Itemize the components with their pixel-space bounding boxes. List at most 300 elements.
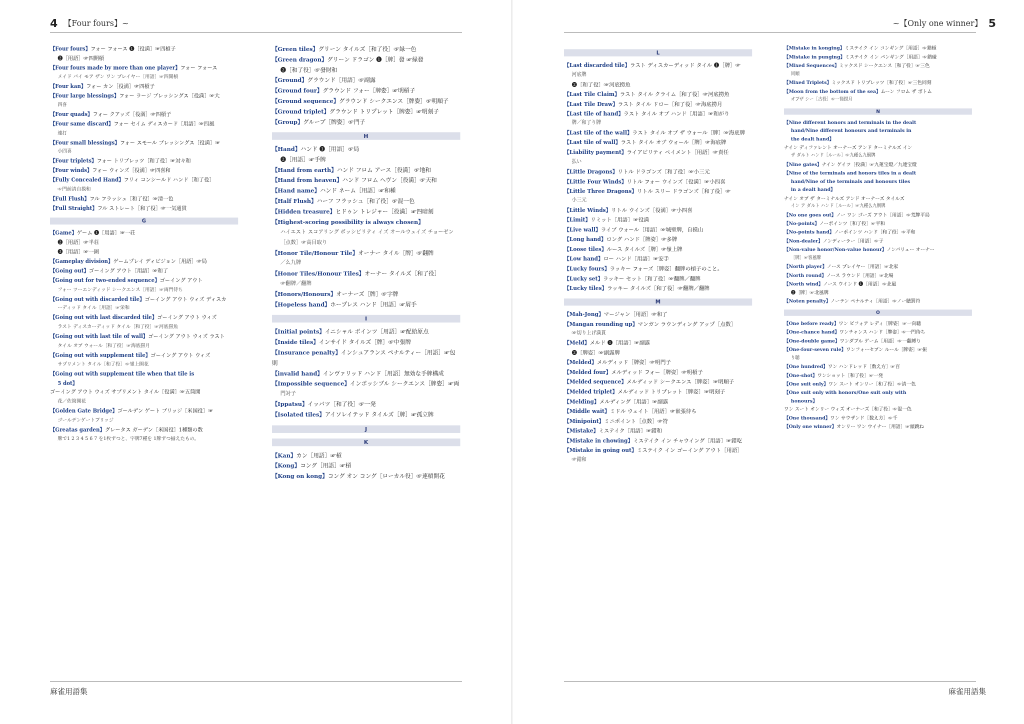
entry-continuation: 河底牌 [571, 71, 587, 77]
entry-term: 【Four quads】 [50, 110, 93, 118]
entry-term: 【Hidden treasure】 [272, 208, 336, 216]
entry-term: 【No-points】 [784, 220, 820, 227]
glossary-entry [272, 299, 460, 309]
entry-reading-definition: メルディッド トリプレット［牌姿］☞明刻子 [617, 388, 726, 395]
glossary-entry [784, 61, 972, 78]
entry-term: 【North wind】 [784, 280, 824, 287]
entry-term: 【One thousand】 [784, 414, 831, 421]
glossary-entry [272, 96, 460, 106]
entry-term: 【Low hand】 [564, 255, 604, 263]
entry-term: 【Going out】 [50, 267, 89, 274]
entry-term: 【Mah-Jong】 [564, 310, 604, 318]
entry-sub-text: ❷［用語］☞半荘 [57, 239, 99, 246]
glossary-entry [564, 377, 752, 386]
glossary-entry [564, 235, 752, 244]
entry-reading-definition: オーナーズ［牌］☞字牌 [336, 290, 399, 298]
glossary-entry [50, 266, 238, 275]
glossary-entry [50, 157, 238, 166]
entry-reading-definition: ゲーム ❶［用語］☞一荘 [76, 229, 136, 237]
glossary-entry [784, 44, 972, 52]
entry-term: 【Melded triplet】 [564, 388, 618, 395]
entry-term-continued: honours】 [790, 397, 818, 404]
glossary-entry [272, 186, 460, 196]
section-header-g: G [50, 218, 238, 225]
right-column-1 [564, 44, 752, 465]
glossary-entry [564, 397, 752, 406]
glossary-entry [564, 254, 752, 263]
section-header-o: O [784, 310, 972, 316]
entry-term: 【One-double game】 [784, 337, 840, 344]
entry-continuation: 連打 [57, 129, 68, 136]
entry-sub-text: ❷［用語］☞四開槓 [57, 54, 105, 62]
entry-reading-definition: オンリー ワン ウイナー［用語］☞頭跳ね [836, 423, 925, 430]
right-running-head: ~【Only one winner】 [892, 18, 983, 28]
glossary-entry [564, 128, 752, 137]
glossary-entry [564, 109, 752, 128]
entry-reading-definition: ハンド フロム ヘヴン［役満］☞天和 [342, 176, 437, 184]
entry-sub-text: ❷［和了役］☞河底撈魚 [571, 80, 631, 88]
glossary-entry [50, 82, 238, 91]
entry-reading-definition: ワンショット［和了役］☞一発 [817, 372, 883, 378]
entry-term: 【Long hand】 [564, 236, 607, 243]
entry-term: 【Game】 [50, 229, 77, 237]
entry-term: 【Non-value honor/Non-value honour】 [784, 246, 887, 253]
entry-term: 【Melded four】 [564, 368, 612, 376]
glossary-entry [564, 319, 752, 338]
glossary-entry [272, 196, 460, 206]
entry-reading-definition: ロー ハンド［用語］☞安手 [603, 255, 669, 263]
entry-subsense [564, 80, 752, 89]
entry-term: 【Mistake in chowing】 [564, 437, 634, 444]
glossary-entry [50, 119, 238, 137]
entry-continuation: ［牌］☞客風牌 [790, 254, 822, 261]
entry-term: 【Kong】 [272, 462, 301, 470]
entry-reading-definition: ノース プレイヤー［用語］☞北家 [826, 263, 899, 270]
entry-term: 【Ground triplet】 [272, 107, 330, 115]
glossary-entry [50, 257, 238, 266]
entry-continuation: 払い [571, 158, 582, 165]
entry-reading-definition: ノンディーラー［用語］☞子 [822, 237, 884, 244]
entry-reading-definition: ハンド ネーム［用語］☞和種 [319, 187, 396, 195]
entry-term: 【Melded】 [564, 359, 597, 366]
glossary-entry [50, 276, 238, 294]
entry-term: 【Honor Tiles/Honour Tiles】 [272, 269, 365, 277]
glossary-entry [564, 436, 752, 445]
entry-continuation: ラスト ディスカーディッド タイル［和了役］☞河底撈魚 [57, 323, 178, 330]
entry-continuation: タイル オブ ウォール［和了役］☞海底撈月 [57, 342, 151, 349]
entry-term: 【Initial points】 [272, 328, 325, 336]
entry-term: 【Middle wait】 [564, 407, 610, 415]
entry-term: 【One before ready】 [784, 320, 839, 327]
entry-reading-definition: フォー トリプレッツ［和了役］☞対々和 [96, 157, 191, 165]
entry-term: 【One-four-seven rule】 [784, 346, 847, 353]
glossary-entry [564, 309, 752, 318]
glossary-entry [564, 338, 752, 347]
entry-continuation: ザ ダルト ハンド［ルール］☞九種么九倒牌 [790, 152, 876, 158]
entry-reading-definition: ミックスド トリプレッツ［和了役］☞三色同刻 [831, 79, 932, 86]
entry-term: 【Four triplets】 [50, 157, 97, 165]
entry-term: 【Going out for two-ended sequence】 [50, 277, 160, 284]
entry-continuation: 同順 [790, 70, 800, 76]
entry-continuation: ☞門前清自摸和 [57, 185, 91, 192]
entry-reading-definition: ミニポイント［点数］☞符 [604, 417, 669, 425]
left-footer-rule [50, 681, 462, 682]
glossary-entry [272, 165, 460, 175]
glossary-entry [272, 54, 460, 64]
entry-term: 【Only one winner】 [784, 423, 837, 430]
entry-term: 【Lucky set】 [564, 275, 604, 282]
entry-reading-definition: グラウンド トリプレット［牌姿］☞明刻子 [329, 107, 439, 115]
glossary-entry [50, 110, 238, 119]
entry-reading-definition: ゴーイング アウト ウィズ [157, 314, 217, 321]
entry-term-continued: the dealt hand】 [790, 135, 834, 142]
glossary-entry [784, 280, 972, 288]
right-footer: 麻雀用語集 [948, 687, 986, 696]
entry-sub-text: ❷［用語］☞手牌 [280, 156, 326, 164]
entry-reading-definition: リトル ウインズ［役満］☞小四喜 [611, 206, 693, 214]
glossary-entry [784, 297, 972, 305]
entry-term: 【Four fours made by more than one player】 [50, 64, 181, 71]
entry-reading-definition: イッパツ［和了役］☞一発 [307, 400, 376, 408]
glossary-entry [272, 461, 460, 471]
glossary-entry [784, 345, 972, 362]
entry-term: 【Meld】 [564, 339, 590, 347]
entry-reading-definition: ラスト タイル オブ ウォール［牌］☞海底牌 [620, 139, 727, 146]
entry-reading-definition: グリーン タイルズ［和了役］☞緑一色 [318, 45, 417, 53]
entry-continuation: ハイエスト スコアリング ポッシビリティ イズ オールウェイズ チョーゼン［点数］☞高目取り [280, 228, 454, 246]
entry-reading-definition: メルディッド シークエンス［牌姿］☞明順子 [626, 378, 735, 386]
entry-continuation: フォー ツーエンディッド シークエンス［用語］☞両門待ち [57, 286, 183, 293]
left-page-number: 4 [50, 16, 58, 30]
entry-term: 【Nine gates】 [784, 161, 822, 168]
entry-term: 【Noten penalty】 [784, 297, 831, 304]
entry-reading-definition: ロング ハンド［牌姿］☞多牌 [606, 236, 678, 243]
entry-reading-definition: ラスト ディスカーディッド タイル ❶［牌］☞ [630, 61, 741, 69]
entry-reading-definition: ワンチャンス ハンド［牌姿］☞一門待ち [839, 329, 926, 336]
glossary-entry [784, 422, 972, 430]
entry-reading-definition: インシュアランス ペナルティー［用語］☞包則 [272, 349, 456, 367]
glossary-entry [50, 332, 238, 350]
left-header-rule [50, 32, 462, 33]
entry-term-continued: hand/Nine of the terminals and honours tiles [790, 178, 911, 185]
entry-term: 【Half Flush】 [272, 197, 317, 205]
glossary-entry [564, 446, 752, 465]
entry-term: 【Gameplay division】 [50, 258, 114, 265]
left-column-1 [50, 44, 238, 444]
entry-continuation: 牌／和了り牌 [571, 119, 602, 126]
glossary-entry [784, 245, 972, 262]
glossary-entry [784, 169, 972, 211]
glossary-entry [564, 407, 752, 416]
glossary-entry [272, 75, 460, 85]
entry-term: 【Greatas garden】 [50, 426, 105, 433]
entry-term: 【Ground four】 [272, 87, 323, 94]
glossary-entry [564, 138, 752, 147]
entry-reading-definition: ラスト タイル オブ ザ ウォール［牌］☞海底牌 [632, 129, 745, 136]
entry-continuation: サプリメント タイル［和了役］☞嶺上開花 [57, 361, 149, 367]
glossary-entry [272, 379, 460, 399]
entry-term: 【Four fours】 [50, 45, 91, 52]
glossary-entry [564, 60, 752, 79]
glossary-entry [564, 186, 752, 205]
glossary-entry [272, 337, 460, 347]
section-header-l: L [564, 49, 752, 56]
left-column-2 [272, 44, 460, 482]
entry-continuation: ゴールデンゲートブリッジ [57, 416, 114, 423]
entry-reading-definition: ハーフ フラッシュ［和了役］☞混一色 [316, 197, 415, 205]
entry-subsense [564, 348, 752, 357]
glossary-entry [272, 144, 460, 154]
entry-reading-definition: ナイン オブ ザ ターミナルズ アンド オーナーズ タイルズ [784, 195, 905, 201]
entry-term: 【Hand】 [272, 145, 301, 153]
entry-reading-definition: ワンダブル ゲーム［用語］☞一翻縛り [839, 337, 921, 344]
entry-reading-definition: コング［用語］☞槓 [300, 462, 352, 470]
entry-reading-definition: ワンフォーセブン ルール［牌姿］☞振 [846, 346, 927, 353]
entry-reading-definition: アイソレイテッド タイルズ［牌］☞孤立牌 [324, 411, 434, 418]
entry-term: 【Last tile of the wall】 [564, 129, 633, 136]
section-header-h: H [272, 133, 460, 141]
entry-term: 【Four kan】 [50, 82, 87, 90]
entry-term-continued: hand/Nine different honours and terminals in [790, 127, 912, 134]
glossary-entry [50, 313, 238, 331]
right-page-header [893, 16, 996, 30]
entry-sub-text: ❸［用語］☞一圏 [57, 248, 99, 256]
glossary-entry [784, 87, 972, 104]
entry-term: 【Fully Concealed Hand】 [50, 176, 124, 184]
glossary-entry [784, 414, 972, 422]
entry-term: 【Liability payment】 [564, 148, 627, 156]
glossary-entry [784, 262, 972, 270]
glossary-entry [564, 274, 752, 283]
entry-term: 【Mistake in going out】 [564, 446, 637, 454]
entry-reading-definition: ミドル ウェイト［用語］☞嵌張待ち [609, 407, 697, 415]
entry-reading-definition: リトル ドラゴンズ［和了役］☞小三元 [617, 168, 710, 175]
entry-continuation: り聴 [790, 354, 800, 361]
entry-reading-definition: ラスト タイル オブ ハンド［用語］☞和がり [623, 110, 730, 117]
entry-reading-definition: イニシャル ポインツ［用語］☞配給原点 [324, 328, 429, 336]
entry-term: 【Four small blessings】 [50, 139, 120, 146]
glossary-entry [784, 237, 972, 245]
entry-reading-definition: オーナー タイルズ［和了役］ [364, 269, 440, 277]
entry-reading-definition: メルディング［用語］☞副露 [599, 398, 669, 405]
entry-reading-definition: ナイン ディファレント オーナーズ アンド ターミナルズ イン [784, 144, 913, 151]
entry-term: 【Hopeless hand】 [272, 300, 331, 308]
entry-term: 【Limit】 [564, 216, 591, 224]
entry-continuation: ☞錯和 [571, 456, 587, 463]
entry-term: 【Live wall】 [564, 226, 601, 233]
entry-term: 【Kong on kong】 [272, 472, 328, 480]
entry-term: 【Minipoint】 [564, 417, 605, 425]
entry-term-continued: in a dealt hand】 [790, 186, 836, 193]
entry-sub-text: ❷［和了役］☞發財和 [280, 66, 338, 74]
glossary-entry [784, 211, 972, 219]
glossary-entry [50, 63, 238, 81]
entry-term: 【Mixed Triplets】 [784, 79, 832, 86]
glossary-entry [784, 320, 972, 328]
entry-term: 【Little Dragons】 [564, 168, 618, 175]
glossary-entry [784, 53, 972, 61]
entry-term: 【Inside tiles】 [272, 338, 319, 346]
entry-term: 【Going out with last discarded tile】 [50, 314, 158, 321]
glossary-entry [564, 177, 752, 186]
glossary-entry [50, 138, 238, 156]
entry-reading-definition: ホープレス ハンド［用語］☞屑手 [330, 300, 417, 308]
entry-term: 【Last Tile Draw】 [564, 100, 618, 107]
entry-term: 【Four large blessings】 [50, 92, 120, 99]
glossary-entry [564, 225, 752, 234]
entry-term: 【Mistake】 [564, 427, 599, 434]
entry-continuation: 小四喜 [57, 148, 72, 155]
glossary-entry [784, 328, 972, 336]
entry-term: 【Going out with discarded tile】 [50, 295, 145, 303]
entry-reading-definition: ノース ラウンド［用語］☞北場 [826, 272, 894, 278]
entry-reading-definition: フォー フォース ❶［役満］☞四槓子 [90, 45, 176, 52]
entry-reading-definition: ラッキー タイルズ［和了役］☞翻牌／翻牌 [607, 284, 710, 292]
right-page [512, 0, 1024, 724]
glossary-entry [272, 348, 460, 368]
glossary-entry [50, 91, 238, 109]
glossary-entry [272, 471, 460, 481]
entry-term: 【Green tiles】 [272, 45, 319, 53]
section-header-n: N [784, 108, 972, 114]
entry-term: 【invalid hand】 [272, 369, 323, 377]
entry-continuation: 牌で1 2 3 4 5 6 7 を1枚ずつと、字牌7種を 1牌ずつ揃えたもの。 [57, 435, 199, 442]
entry-term: 【Nine of the terminals and honors tiles in a dealt [784, 169, 917, 176]
entry-continuation: ☞切り上げ満貫 [571, 329, 606, 336]
glossary-entry [50, 369, 238, 406]
glossary-entry [784, 371, 972, 379]
glossary-entry [50, 194, 238, 203]
entry-reading-definition: フォー フォース [180, 64, 218, 71]
entry-term: 【Four winds】 [50, 167, 93, 174]
entry-reading-definition: ムーン フロム ザ ボトム [880, 87, 932, 94]
entry-term: 【Full Straight】 [50, 204, 98, 212]
entry-reading-definition: ワン ビフォア レディ［牌姿］☞一向聴 [838, 320, 922, 327]
glossary-entry [564, 148, 752, 167]
entry-term: 【Going out with last tile of wall】 [50, 333, 149, 340]
entry-reading-definition: ワン スート オンリー ウィズ オーナーズ［和了役］☞混一色 [784, 406, 912, 412]
entry-reading-definition: フル フラッシュ［和了役］☞清一色 [89, 195, 174, 202]
entry-reading-definition: ノンバリュー オーナー [886, 246, 935, 253]
entry-reading-definition: グラウンド［用語］☞副露 [307, 76, 376, 84]
entry-term: 【Little Three Dragons】 [564, 187, 637, 195]
entry-reading-definition: ハンド フロム アース［役満］☞地和 [336, 166, 431, 174]
entry-term: 【Lucky fours】 [564, 265, 610, 272]
entry-term: 【Mixed Sequences】 [784, 62, 840, 69]
glossary-entry [784, 78, 972, 86]
entry-term: 【One suit only with honors/One suit only with [784, 389, 907, 396]
entry-reading-definition: ノース ウインド ❶［用語］☞北風 [823, 280, 897, 287]
section-header-m: M [564, 298, 752, 305]
entry-term: 【Golden Gate Bridge】 [50, 407, 118, 414]
glossary-entry [272, 327, 460, 337]
glossary-entry [564, 416, 752, 425]
glossary-entry [50, 44, 238, 53]
glossary-entry [564, 284, 752, 293]
entry-term: 【Hand from earth】 [272, 166, 337, 174]
entry-term: 【One-chance hand】 [784, 329, 840, 336]
entry-reading-definition: ゴールデン ゲート ブリッジ［米国役］☞ [117, 407, 214, 414]
entry-term: 【Lucky tiles】 [564, 284, 608, 292]
entry-continuation: ーディッド タイル［用語］☞栄和 [57, 305, 130, 311]
glossary-entry [50, 166, 238, 175]
entry-term: 【Going out with supplement tile when that tile is [50, 370, 195, 377]
entry-reading-definition: ミステイク イン ゴーイング アウト［用語］ [636, 446, 743, 454]
entry-reading-definition: フォー スモール ブレッシングス［役満］☞ [119, 139, 221, 146]
entry-term: 【Honors/Honours】 [272, 290, 337, 298]
section-header-j: J [272, 425, 460, 433]
entry-reading-definition: フォー セイム ディスカード［用語］☞四風 [113, 120, 215, 127]
entry-continuation: ☞翻牌／翻牌 [280, 279, 312, 287]
right-footer-rule [564, 681, 976, 682]
entry-reading-definition: ノーポインツ［和了役］☞平和 [819, 220, 886, 227]
entry-term: 【Green dragon】 [272, 55, 328, 63]
entry-term: 【Non-dealer】 [784, 237, 823, 244]
entry-term: 【Group】 [272, 118, 304, 126]
entry-term: 【Last tile of wall】 [564, 139, 621, 146]
entry-term: 【Melded sequence】 [564, 378, 627, 386]
entry-term: 【Mangan rounding up】 [564, 320, 638, 327]
entry-reading-definition: ワン ハンドレッド［数え方］☞百 [827, 363, 900, 370]
glossary-entry [564, 368, 752, 377]
glossary-entry [564, 264, 752, 273]
glossary-entry [272, 368, 460, 378]
glossary-entry [784, 220, 972, 228]
glossary-entry [564, 245, 752, 254]
entry-reading-definition: ゴーイング アウト [159, 277, 203, 284]
glossary-entry [784, 388, 972, 413]
entry-term: 【Last discarded tile】 [564, 61, 631, 69]
glossary-entry [272, 106, 460, 116]
glossary-entry [50, 406, 238, 424]
glossary-entry [564, 387, 752, 396]
entry-term: 【Going out with supplement tile】 [50, 351, 151, 359]
entry-subsense [50, 238, 238, 247]
glossary-entry [272, 399, 460, 409]
entry-reading-definition: ゴーイング アウト ウィズ [150, 351, 211, 359]
entry-reading-definition: ミステイク イン パンギング［用語］☞錯碰 [844, 53, 937, 60]
entry-reading-definition: ラッキー セット［和了役］☞翻牌／翻牌 [603, 275, 701, 282]
entry-reading-definition: フル ストレート［和了役］☞一気通貫 [97, 204, 187, 212]
entry-term: 【Last Tile Claim】 [564, 90, 620, 98]
entry-term: 【Kan】 [272, 451, 297, 459]
entry-reading-definition: ラッキー フォーズ［牌姿］翻牌の槓子のこと。 [609, 265, 723, 272]
entry-reading-definition: ミックスド シークエンス［和了役］☞三色 [839, 62, 930, 69]
entry-term: 【Mistake in konging】 [784, 45, 845, 51]
entry-reading-definition: フォー クアッズ［役満］☞四槓子 [92, 110, 172, 118]
entry-reading-definition: ワン サウザンド［数え方］☞千 [830, 414, 898, 421]
entry-sub-text: ❷［牌］☞北風牌 [790, 289, 829, 296]
glossary-entry [50, 425, 238, 443]
entry-term: 【Four same discard】 [50, 120, 114, 127]
entry-term-continued: 5 dot】 [57, 379, 78, 387]
entry-continuation: 門対子 [280, 390, 296, 397]
glossary-entry [272, 450, 460, 460]
entry-reading-definition: ゴーイング アウト［用語］☞和了 [88, 267, 169, 274]
entry-reading-definition: マンガン ラウンディング アップ［点数］ [637, 320, 737, 327]
entry-continuation: 花／佐筒開花 [57, 398, 86, 404]
entry-reading-definition: グレータス ガーデン［米国役］1種類の数 [104, 426, 203, 433]
entry-term: 【Honor Tile/Honour Tile】 [272, 249, 359, 257]
entry-reading-definition: ノー ワン ゴーズ アウト［用語］☞荒牌平局 [836, 212, 930, 218]
entry-continuation: 小三元 [571, 197, 587, 203]
entry-reading-definition: インヴァリッド ハンド［用語］無効な手牌構成 [322, 369, 444, 377]
entry-continuation: メイド バイ モア ザン ワン プレイヤー［用語］☞四開槓 [57, 73, 179, 80]
entry-reading-definition: リトル スリー ドラゴンズ［和了役］☞ [636, 187, 731, 195]
glossary-entry [784, 271, 972, 279]
entry-term: 【Ippatsu】 [272, 400, 308, 408]
entry-term: 【No-points hand】 [784, 229, 835, 236]
